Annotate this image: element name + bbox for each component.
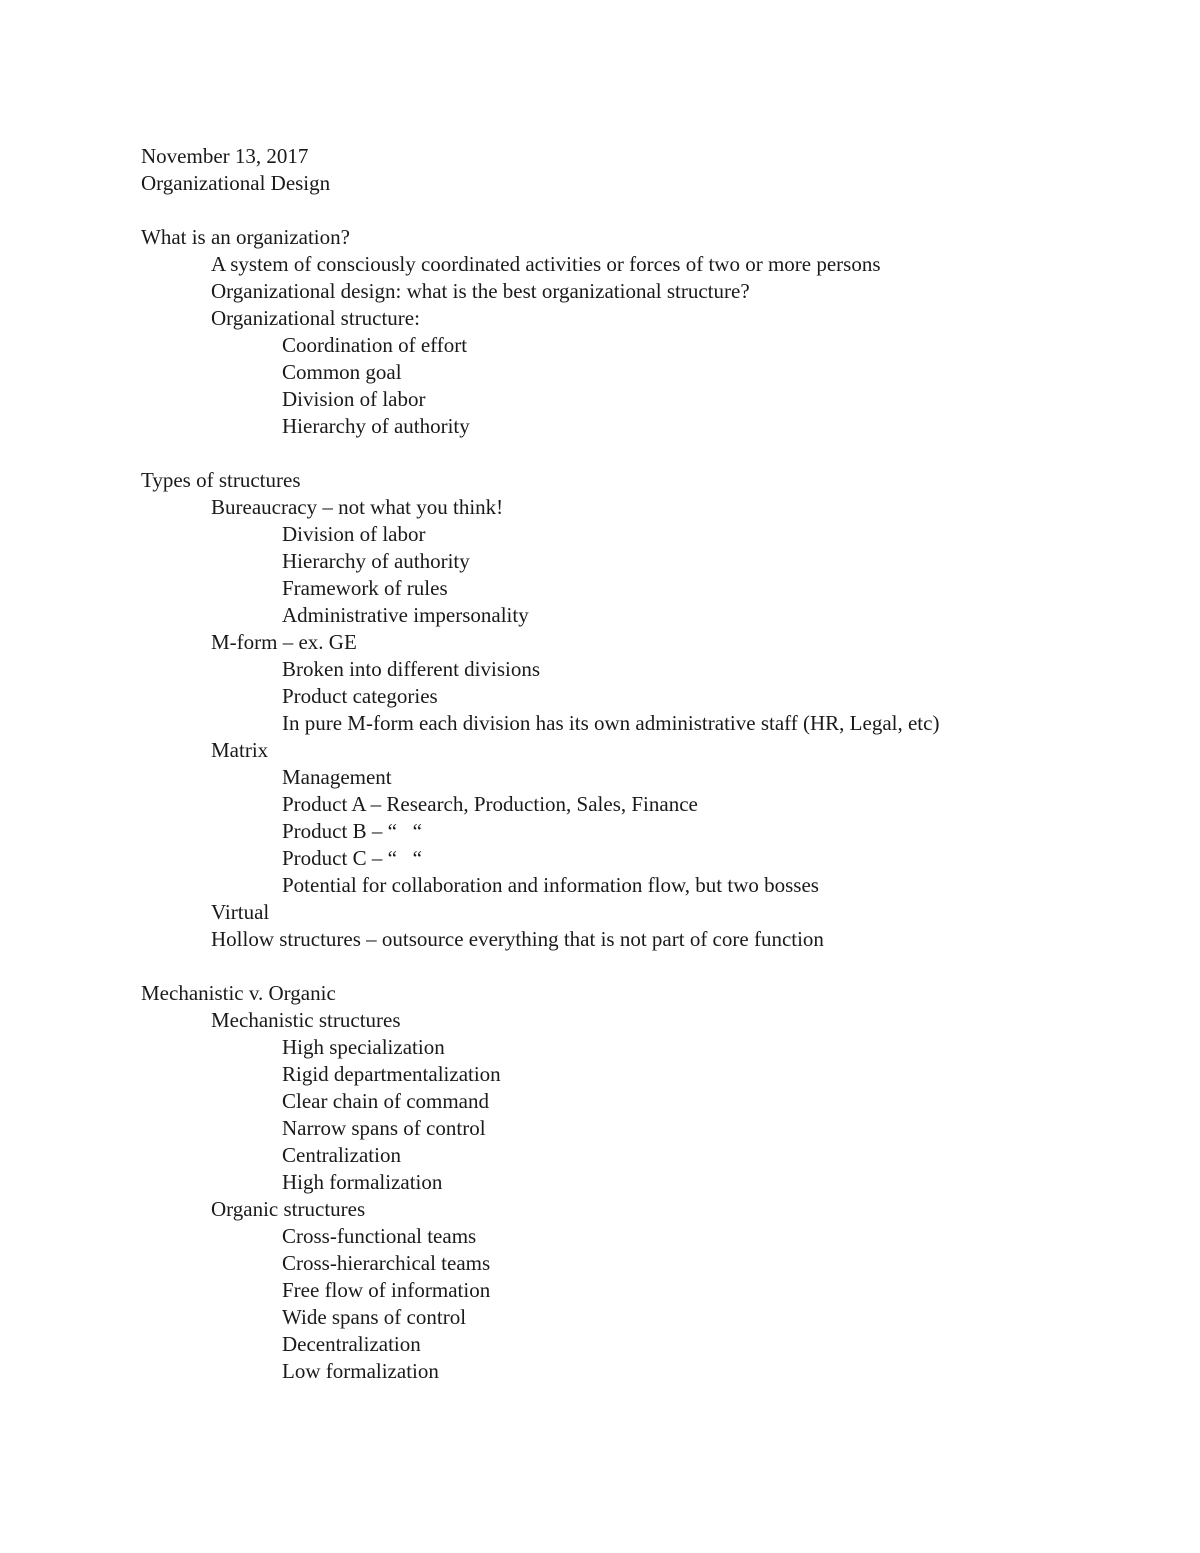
document-title: Organizational Design bbox=[141, 171, 331, 195]
section-heading-organization: What is an organization? bbox=[141, 225, 350, 249]
organizational-design-note: Organizational design: what is the best organizational structure? bbox=[211, 279, 750, 303]
mechanistic-label: Mechanistic structures bbox=[211, 1008, 401, 1032]
list-item: Rigid departmentalization bbox=[282, 1062, 501, 1086]
virtual-label: Virtual bbox=[211, 900, 270, 924]
list-item: Division of labor bbox=[282, 522, 426, 546]
section-heading-types: Types of structures bbox=[141, 468, 301, 492]
list-item: Hierarchy of authority bbox=[282, 414, 470, 438]
list-item: Product B – “ “ bbox=[282, 819, 422, 843]
spacer bbox=[141, 440, 1141, 467]
list-item: High specialization bbox=[282, 1035, 445, 1059]
list-item: Narrow spans of control bbox=[282, 1116, 486, 1140]
list-item: Decentralization bbox=[282, 1332, 421, 1356]
list-item: In pure M-form each division has its own administrative staff (HR, Legal, etc) bbox=[282, 711, 940, 735]
list-item: Product A – Research, Production, Sales, Finance bbox=[282, 792, 698, 816]
list-item: Clear chain of command bbox=[282, 1089, 490, 1113]
list-item: Hierarchy of authority bbox=[282, 549, 470, 573]
list-item: Administrative impersonality bbox=[282, 603, 529, 627]
list-item: Division of labor bbox=[282, 387, 426, 411]
list-item: Free flow of information bbox=[282, 1278, 491, 1302]
list-item: Centralization bbox=[282, 1143, 401, 1167]
list-item: Low formalization bbox=[282, 1359, 439, 1383]
mform-label: M-form – ex. GE bbox=[211, 630, 357, 654]
list-item: Broken into different divisions bbox=[282, 657, 540, 681]
matrix-label: Matrix bbox=[211, 738, 269, 762]
spacer bbox=[141, 197, 1141, 224]
document-date: November 13, 2017 bbox=[141, 144, 309, 168]
list-item: Product categories bbox=[282, 684, 438, 708]
organizational-structure-label: Organizational structure: bbox=[211, 306, 420, 330]
list-item: Common goal bbox=[282, 360, 402, 384]
list-item: Wide spans of control bbox=[282, 1305, 467, 1329]
organic-label: Organic structures bbox=[211, 1197, 366, 1221]
list-item: Coordination of effort bbox=[282, 333, 468, 357]
list-item: Product C – “ “ bbox=[282, 846, 422, 870]
list-item: Management bbox=[282, 765, 392, 789]
list-item: Potential for collaboration and information flow, but two bosses bbox=[282, 873, 819, 897]
document-body bbox=[141, 143, 1141, 1385]
list-item: High formalization bbox=[282, 1170, 443, 1194]
list-item: Cross-hierarchical teams bbox=[282, 1251, 491, 1275]
spacer bbox=[141, 953, 1141, 980]
list-item: Cross-functional teams bbox=[282, 1224, 477, 1248]
list-item: Framework of rules bbox=[282, 576, 448, 600]
hollow-structures-label: Hollow structures – outsource everything that is not part of core function bbox=[211, 927, 824, 951]
bureaucracy-label: Bureaucracy – not what you think! bbox=[211, 495, 504, 519]
organization-definition: A system of consciously coordinated activities or forces of two or more persons bbox=[211, 252, 881, 276]
section-heading-mechanistic-organic: Mechanistic v. Organic bbox=[141, 981, 336, 1005]
